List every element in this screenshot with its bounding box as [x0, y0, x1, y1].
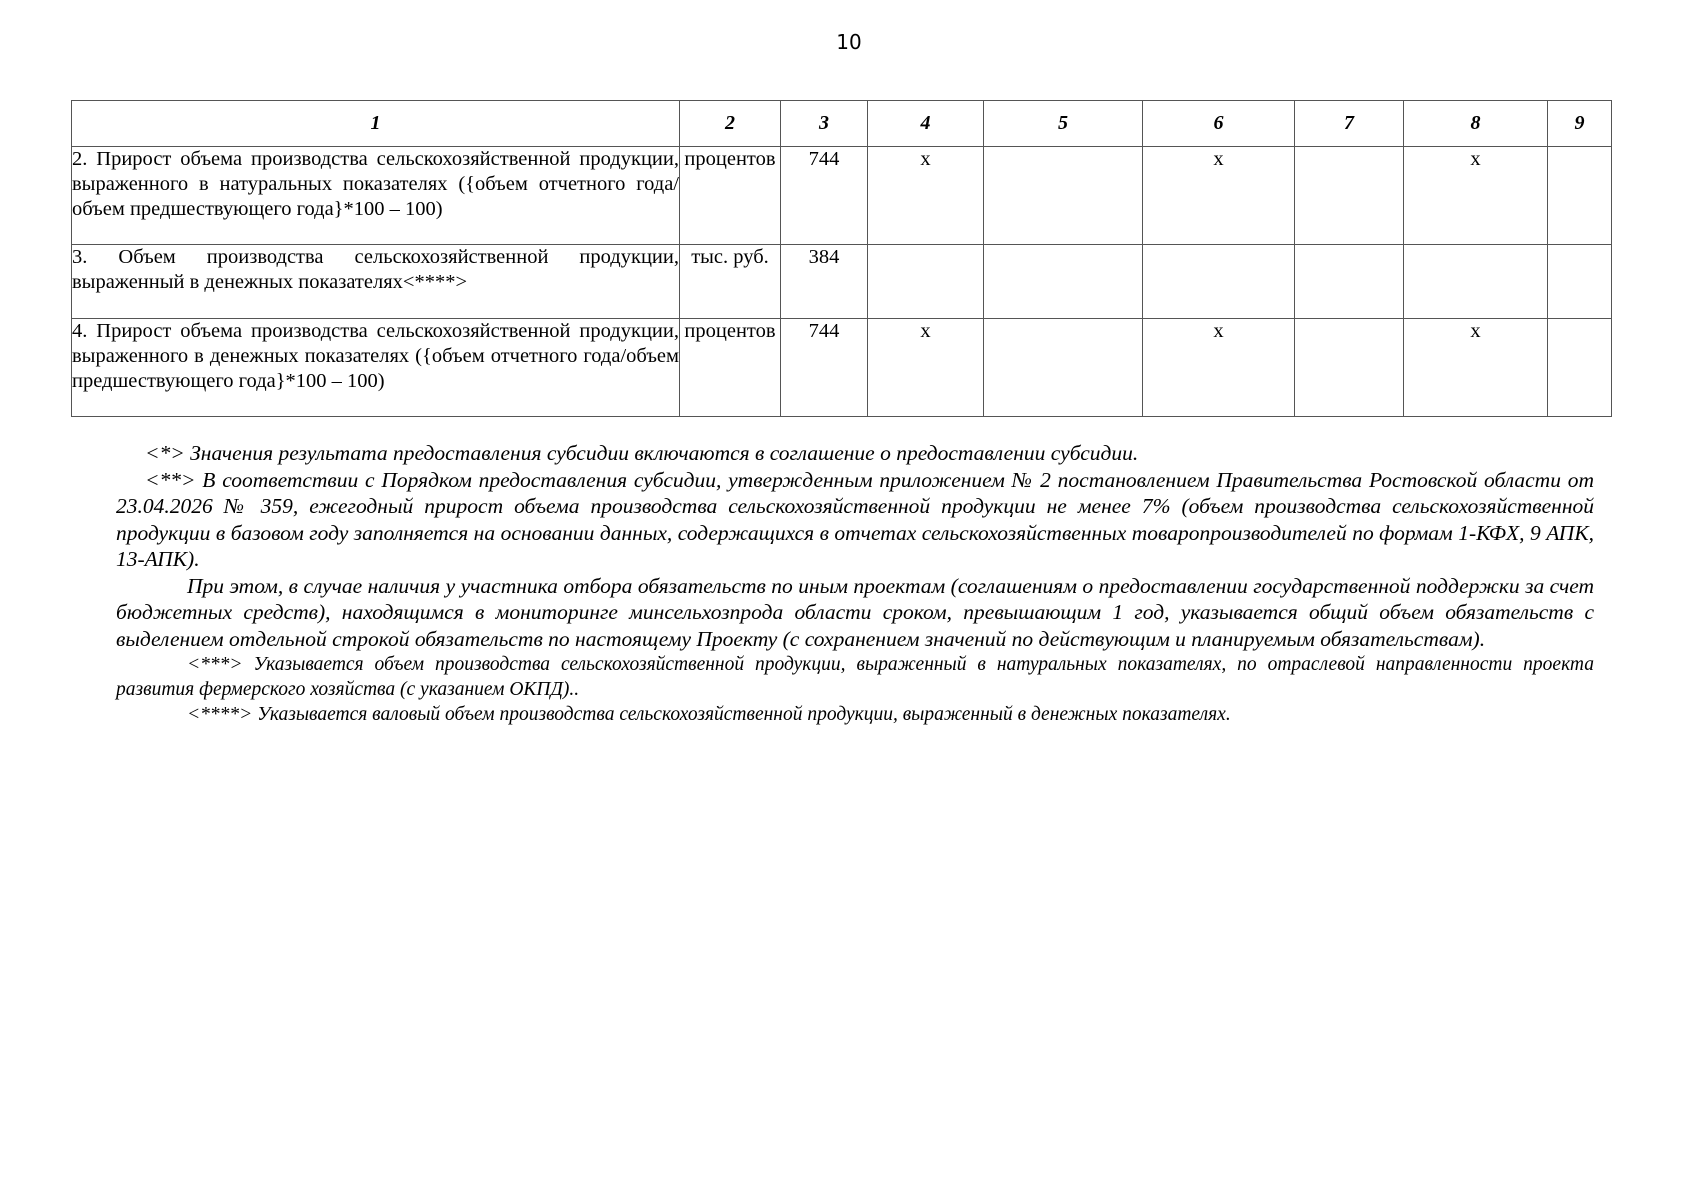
column-header: 3: [781, 101, 868, 147]
value-cell: [1295, 147, 1404, 245]
table-row: [72, 147, 1612, 245]
value-cell: x: [1143, 319, 1295, 417]
value-cell: [1295, 319, 1404, 417]
value-cell: x: [1404, 147, 1548, 245]
indicator-name: 2. Прирост объема производства сельскохозяйственной продукции, выраженного в натуральных показателях ({объем отчетного года/объем предшествующего года}*100 – 100): [72, 147, 680, 245]
table-row: [72, 319, 1612, 417]
value-cell: x: [1404, 319, 1548, 417]
column-header: 1: [72, 101, 680, 147]
page-number: 10: [836, 30, 862, 54]
value-cell: [984, 245, 1143, 319]
indicator-name: 3. Объем производства сельскохозяйственной продукции, выраженный в денежных показателях<****>: [72, 245, 680, 319]
indicators-table: [71, 100, 1612, 417]
table-header-row: [72, 101, 1612, 147]
value-cell: [984, 147, 1143, 245]
value-cell: x: [1143, 147, 1295, 245]
column-header: 5: [984, 101, 1143, 147]
indicator-name: 4. Прирост объема производства сельскохозяйственной продукции, выраженного в денежных показателях ({объем отчетного года/объем предшествующего года}*100 – 100): [72, 319, 680, 417]
value-cell: [984, 319, 1143, 417]
value-cell: [868, 245, 984, 319]
value-cell: [1548, 319, 1612, 417]
footnote-3: <***> Указывается объем производства сельскохозяйственной продукции, выраженный в натуральных показателях, по отраслевой направленности проекта развития фермерского хозяйства (с указанием ОКПД)..: [116, 654, 1594, 700]
column-header: 4: [868, 101, 984, 147]
value-cell: x: [868, 319, 984, 417]
table-row: [72, 245, 1612, 319]
footnote-2-continuation: При этом, в случае наличия у участника отбора обязательств по иным проектам (соглашениям о предоставлении государственной поддержки за счет бюджетных средств), находящимся в мониторинге минсельхозпрода области сроком, превышающим 1 год, указывается общий объем обязательств с выделением отдельной строкой обязательств по настоящему Проекту (с сохранением значений по действующим и планируемым обязательствам).: [116, 573, 1594, 651]
footnote-4: <****> Указывается валовый объем производства сельскохозяйственной продукции, выраженный в денежных показателях.: [187, 704, 1231, 725]
column-header: 7: [1295, 101, 1404, 147]
footnote-2: <**> В соответствии с Порядком предоставления субсидии, утвержденным приложением № 2 постановлением Правительства Ростовской области от 23.04.2026 № 359, ежегодный прирост объема производства сельскохозяйственной продукции не менее 7% (объем производства сельскохозяйственной продукции в базовом году заполняется на основании данных, содержащихся в отчетах сельскохозяйственных товаропроизводителей по формам 1-КФХ, 9 АПК, 13-АПК).: [116, 467, 1594, 571]
value-cell: [1548, 147, 1612, 245]
value-cell: [1548, 245, 1612, 319]
okei-code: 744: [781, 319, 868, 417]
okei-code: 384: [781, 245, 868, 319]
footnote-1: <*> Значения результата предоставления субсидии включаются в соглашение о предоставлении субсидии.: [145, 441, 1139, 465]
unit-cell: процентов: [680, 147, 781, 245]
column-header: 9: [1548, 101, 1612, 147]
column-header: 6: [1143, 101, 1295, 147]
footnotes: [116, 440, 1594, 727]
value-cell: x: [868, 147, 984, 245]
unit-cell: процентов: [680, 319, 781, 417]
column-header: 2: [680, 101, 781, 147]
okei-code: 744: [781, 147, 868, 245]
unit-cell: тыс. руб.: [680, 245, 781, 319]
column-header: 8: [1404, 101, 1548, 147]
value-cell: [1143, 245, 1295, 319]
value-cell: [1295, 245, 1404, 319]
value-cell: [1404, 245, 1548, 319]
